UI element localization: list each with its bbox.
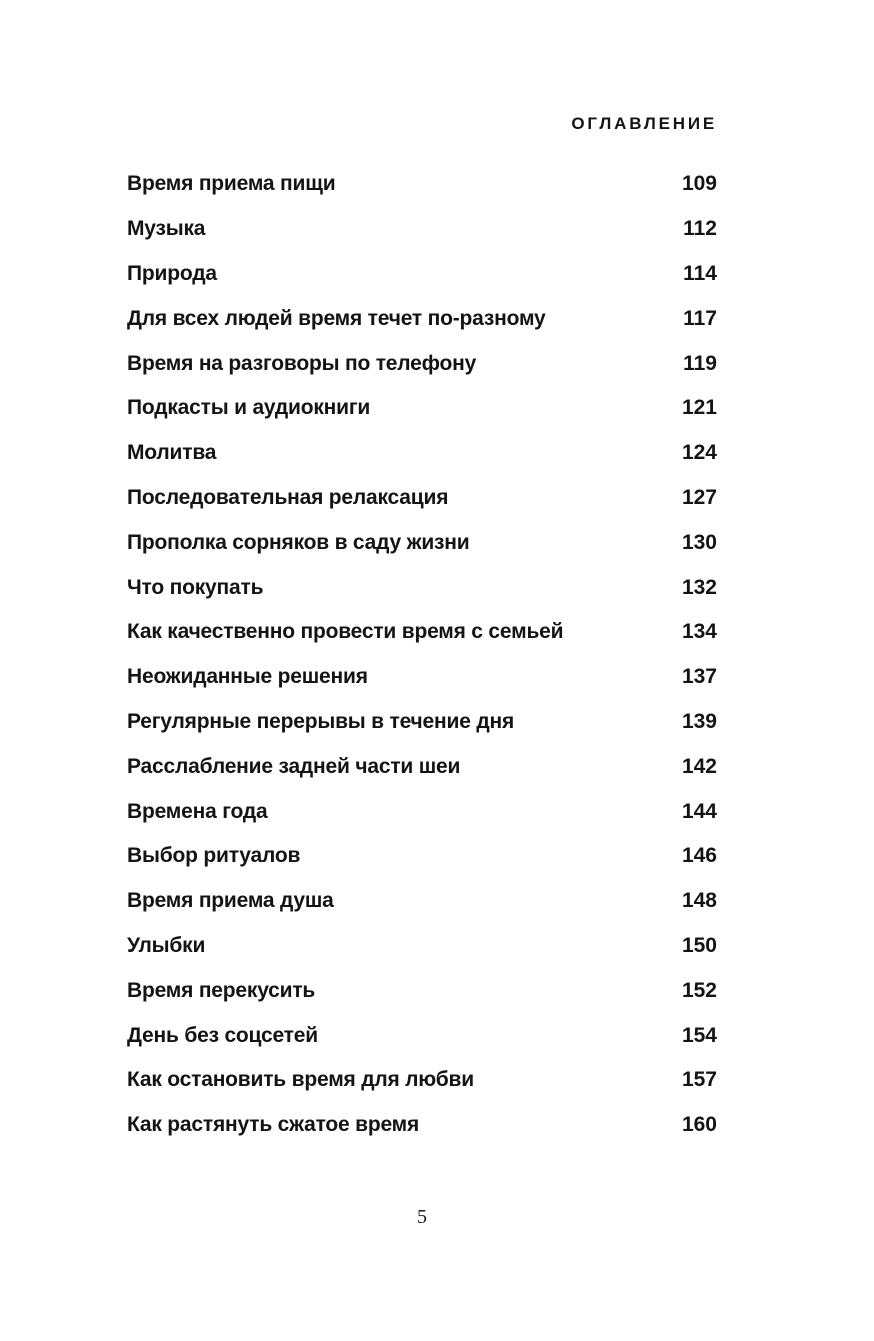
toc-entry-page-number: 117 <box>683 306 717 330</box>
toc-entry-page-number: 144 <box>681 799 717 823</box>
toc-entry-title: Неожиданные решения <box>127 665 368 689</box>
toc-row <box>127 431 717 476</box>
toc-entry-page-number: 152 <box>681 978 717 1002</box>
toc-entry-title: Подкасты и аудиокниги <box>127 396 371 420</box>
toc-row <box>127 207 717 252</box>
toc-entry-title: Прополка сорняков в саду жизни <box>127 530 470 554</box>
toc-entry-title: Последовательная релаксация <box>127 485 449 509</box>
toc-entry-title: Время на разговоры по телефону <box>127 351 477 375</box>
toc-entry-title: Регулярные перерывы в течение дня <box>127 709 515 733</box>
toc-row <box>127 789 717 834</box>
toc-entry-page-number: 109 <box>681 172 717 196</box>
toc-entry-page-number: 154 <box>681 1023 717 1047</box>
toc-row <box>127 700 717 745</box>
toc-row <box>127 744 717 789</box>
toc-entry-title: Время приема душа <box>127 889 334 913</box>
toc-entry-title: Времена года <box>127 799 268 823</box>
toc-entry-page-number: 124 <box>681 441 717 465</box>
toc-entry-title: Время приема пищи <box>127 172 336 196</box>
toc-entry-page-number: 150 <box>681 933 717 957</box>
toc-entry-page-number: 121 <box>681 396 717 420</box>
running-head: ОГЛАВЛЕНИЕ <box>571 114 717 133</box>
toc-entry-title: Для всех людей время течет по-разному <box>127 306 546 330</box>
toc-entry-title: Как качественно провести время с семьей <box>127 620 564 644</box>
toc-entry-page-number: 119 <box>683 351 717 375</box>
toc-row <box>127 610 717 655</box>
toc-entry-page-number: 142 <box>681 754 717 778</box>
folio-page-number: 5 <box>417 1206 427 1228</box>
toc-entry-title: Что покупать <box>127 575 264 599</box>
toc-entry-title: Как растянуть сжатое время <box>127 1113 420 1137</box>
toc-entry-title: Природа <box>127 261 217 285</box>
toc-row <box>127 1013 717 1058</box>
toc-entry-page-number: 139 <box>681 709 717 733</box>
toc-entry-title: Выбор ритуалов <box>127 844 301 868</box>
toc-entry-page-number: 148 <box>681 889 717 913</box>
toc-row <box>127 162 717 207</box>
toc-row <box>127 924 717 969</box>
toc-entry-page-number: 137 <box>681 665 717 689</box>
toc-row <box>127 655 717 700</box>
toc-entry-page-number: 130 <box>681 530 717 554</box>
toc-entry-title: Молитва <box>127 441 217 465</box>
toc-entry-title: Как остановить время для любви <box>127 1068 474 1092</box>
toc-row <box>127 834 717 879</box>
toc-row <box>127 968 717 1013</box>
toc-row <box>127 879 717 924</box>
toc-entry-page-number: 157 <box>681 1068 717 1092</box>
toc-row <box>127 565 717 610</box>
toc-row <box>127 520 717 565</box>
toc-entry-title: Музыка <box>127 217 206 241</box>
toc-row <box>127 341 717 386</box>
toc-row <box>127 252 717 297</box>
toc-row <box>127 476 717 521</box>
toc-entry-page-number: 127 <box>681 485 717 509</box>
toc-row <box>127 296 717 341</box>
toc-entry-title: Улыбки <box>127 933 206 957</box>
toc-entry-page-number: 160 <box>681 1113 717 1137</box>
toc-entry-page-number: 146 <box>681 844 717 868</box>
toc-entry-title: Время перекусить <box>127 978 316 1002</box>
toc-entry-title: Расслабление задней части шеи <box>127 754 461 778</box>
toc-entry-title: День без соцсетей <box>127 1023 318 1047</box>
toc-entry-page-number: 112 <box>683 217 717 241</box>
toc-row <box>127 1058 717 1103</box>
toc-list <box>127 162 717 1148</box>
toc-row <box>127 386 717 431</box>
toc-entry-page-number: 114 <box>683 261 717 285</box>
toc-row <box>127 1103 717 1148</box>
toc-entry-page-number: 134 <box>681 620 717 644</box>
toc-entry-page-number: 132 <box>681 575 717 599</box>
